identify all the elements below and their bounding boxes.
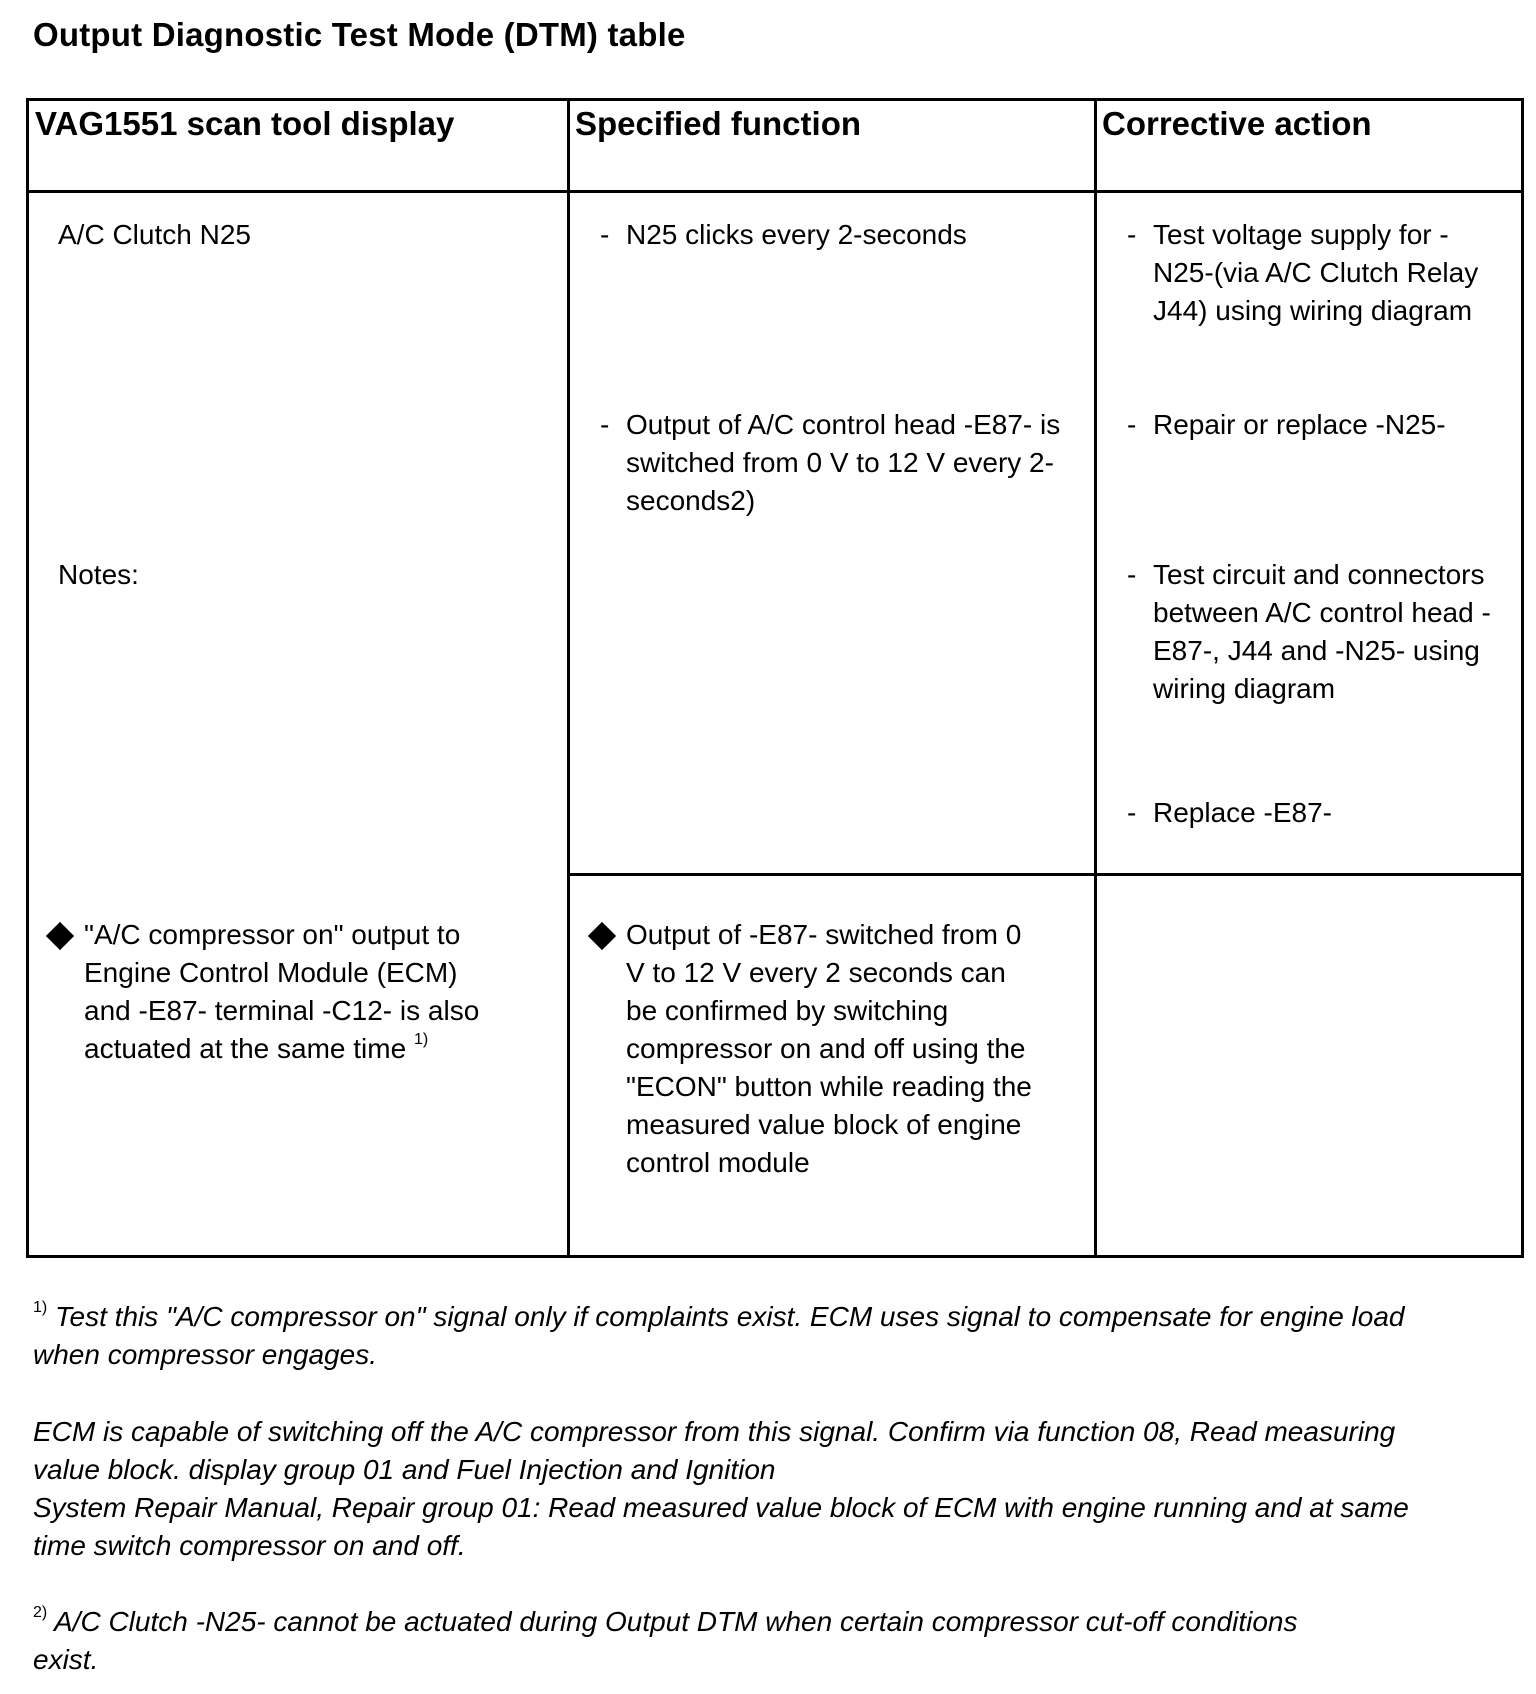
footnote-marker-2: 2) [33,1604,48,1621]
column-divider-1 [567,101,570,1255]
page-title: Output Diagnostic Test Mode (DTM) table [33,16,686,53]
footnote-1-text: Test this "A/C compressor on" signal only if complaints exist. ECM uses signal to compensate for engine load when compressor engages. [33,1301,1405,1370]
dash-bullet: - [600,219,610,250]
function-item: N25 clicks every 2-seconds [626,219,967,250]
action-item: Repair or replace -N25- [1153,409,1446,440]
footnote-2-text: A/C Clutch -N25- cannot be actuated during Output DTM when certain compressor cut-off conditions exist. [33,1606,1298,1675]
display-note-text: "A/C compressor on" output to Engine Control Module (ECM) and -E87- terminal -C12- is also actuated at the same time [84,919,480,1064]
display-note [84,916,484,1068]
dtm-table [26,98,1524,1258]
action-item: Replace -E87- [1153,797,1332,828]
function-item: Output of A/C control head -E87- is switched from 0 V to 12 V every 2-seconds2) [626,409,1061,516]
action-item: Test voltage supply for -N25-(via A/C Clutch Relay J44) using wiring diagram [1153,219,1479,326]
display-ac-clutch: A/C Clutch N25 [58,219,251,250]
notes-label: Notes: [58,559,139,590]
footnote-ref-1: 1) [413,1031,429,1048]
dash-bullet: - [1127,797,1137,828]
header-divider [29,190,1521,193]
footnote-marker-1: 1) [33,1299,48,1316]
ecm-paragraph-text: ECM is capable of switching off the A/C compressor from this signal. Confirm via function 08, Read measuring value block. display group 01 and Fuel Injection and Ignition [33,1416,1396,1485]
dash-bullet: - [1127,559,1137,590]
function-note: Output of -E87- switched from 0 V to 12 V every 2 seconds can be confirmed by switching compressor on and off using the "ECON" button while reading the measured value block of engine control module [626,919,1032,1178]
footnote-2 [33,1603,1333,1679]
dash-bullet: - [600,409,610,440]
action-item: Test circuit and connectors between A/C control head -E87-, J44 and -N25- using wiring diagram [1153,559,1491,704]
header-corrective-action: Corrective action [1102,105,1372,142]
header-specified-function: Specified function [575,105,862,142]
footnote-1 [33,1298,1423,1374]
diamond-bullet-icon [588,922,616,950]
dash-bullet: - [1127,409,1137,440]
header-scan-tool-display: VAG1551 scan tool display [35,105,455,142]
ecm-paragraph-text-2: System Repair Manual, Repair group 01: Read measured value block of ECM with engine running and at same time switch compressor on and off. [33,1492,1409,1561]
dash-bullet: - [1127,219,1137,250]
row-divider [567,873,1521,876]
column-divider-2 [1094,101,1097,1255]
footnote-ecm-paragraph [33,1413,1413,1565]
diamond-bullet-icon [46,922,74,950]
